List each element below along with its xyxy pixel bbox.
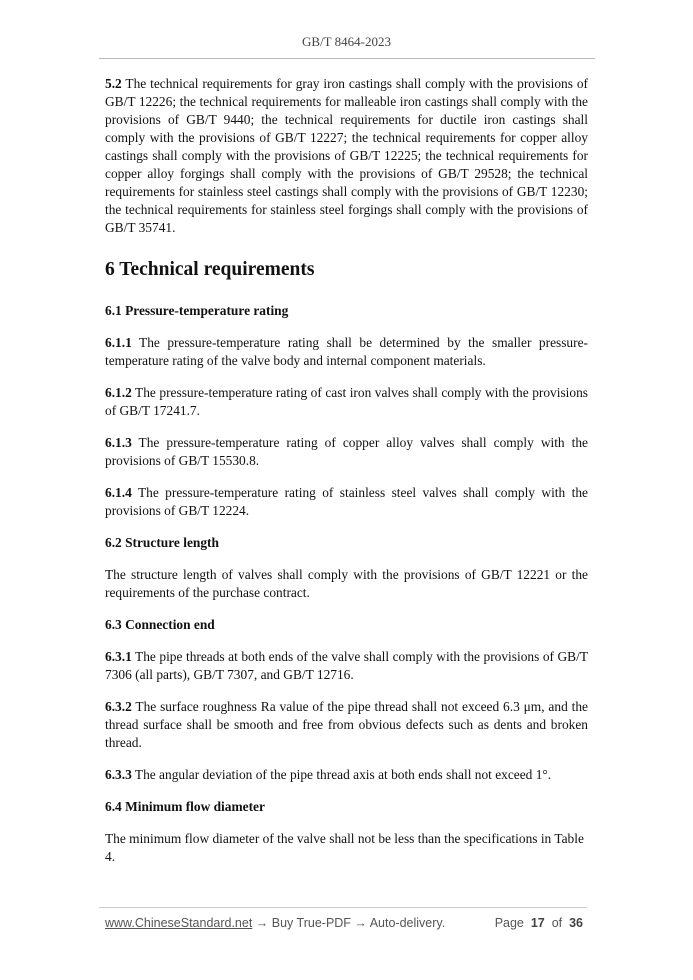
footer-divider — [99, 907, 587, 908]
clause-6-3-1: 6.3.1 The pipe threads at both ends of the valve shall comply with the provisions of GB/T 7306 (all parts), GB/T 7307, and GB/T 12716. — [105, 649, 588, 682]
page-body — [105, 75, 588, 880]
clause-6-3-3: 6.3.3 The angular deviation of the pipe thread axis at both ends shall not exceed 1°. — [105, 767, 552, 782]
running-header: GB/T 8464-2023 — [302, 34, 391, 49]
heading-6-2: 6.2 Structure length — [105, 535, 219, 550]
clause-6-4: The minimum flow diameter of the valve shall not be less than the specifications in Table 4. — [105, 831, 584, 864]
heading-6-3: 6.3 Connection end — [105, 617, 215, 632]
clause-6-1-4: 6.1.4 The pressure-temperature rating of stainless steel valves shall comply with the provisions of GB/T 12224. — [105, 485, 588, 518]
clause-6-1-1: 6.1.1 The pressure-temperature rating shall be determined by the smaller pressure-temperature rating of the valve body and internal component materials. — [105, 335, 588, 368]
header-divider — [99, 58, 595, 59]
heading-6-4: 6.4 Minimum flow diameter — [105, 799, 265, 814]
clause-5-2: 5.2 The technical requirements for gray iron castings shall comply with the provisions of GB/T 12226; the technical requirements for malleable iron castings shall comply with the provisions of GB/T 9440; the technical requirements for ductile iron castings shall comply with the provisions of GB/T 12227; the technical requirements for copper alloy castings shall comply with the provisions of GB/T 12225; the technical requirements for copper alloy forgings shall comply with the provisions of GB/T 29528; the technical requirements for stainless steel castings shall comply with the provisions of GB/T 12230; the technical requirements for stainless steel forgings shall comply with the provisions of GB/T 35741. — [105, 76, 588, 235]
clause-6-2: The structure length of valves shall comply with the provisions of GB/T 12221 or the requirements of the purchase contract. — [105, 567, 588, 600]
page-indicator: Page 17 of 36 — [494, 916, 583, 930]
clause-6-1-3: 6.1.3 The pressure-temperature rating of copper alloy valves shall comply with the provisions of GB/T 15530.8. — [105, 435, 588, 468]
section-heading-6: 6 Technical requirements — [105, 259, 315, 280]
heading-6-1: 6.1 Pressure-temperature rating — [105, 303, 289, 318]
clause-6-3-2: 6.3.2 The surface roughness Ra value of the pipe thread shall not exceed 6.3 μm, and the thread surface shall be smooth and free from obvious defects such as dents and broken thread. — [105, 699, 588, 750]
clause-6-1-2: 6.1.2 The pressure-temperature rating of cast iron valves shall comply with the provisions of GB/T 17241.7. — [105, 385, 588, 418]
page-footer — [105, 916, 585, 930]
footer-tagline: → Buy True-PDF → Auto-delivery. — [252, 916, 446, 930]
website-link[interactable]: www.ChineseStandard.net — [105, 916, 253, 930]
